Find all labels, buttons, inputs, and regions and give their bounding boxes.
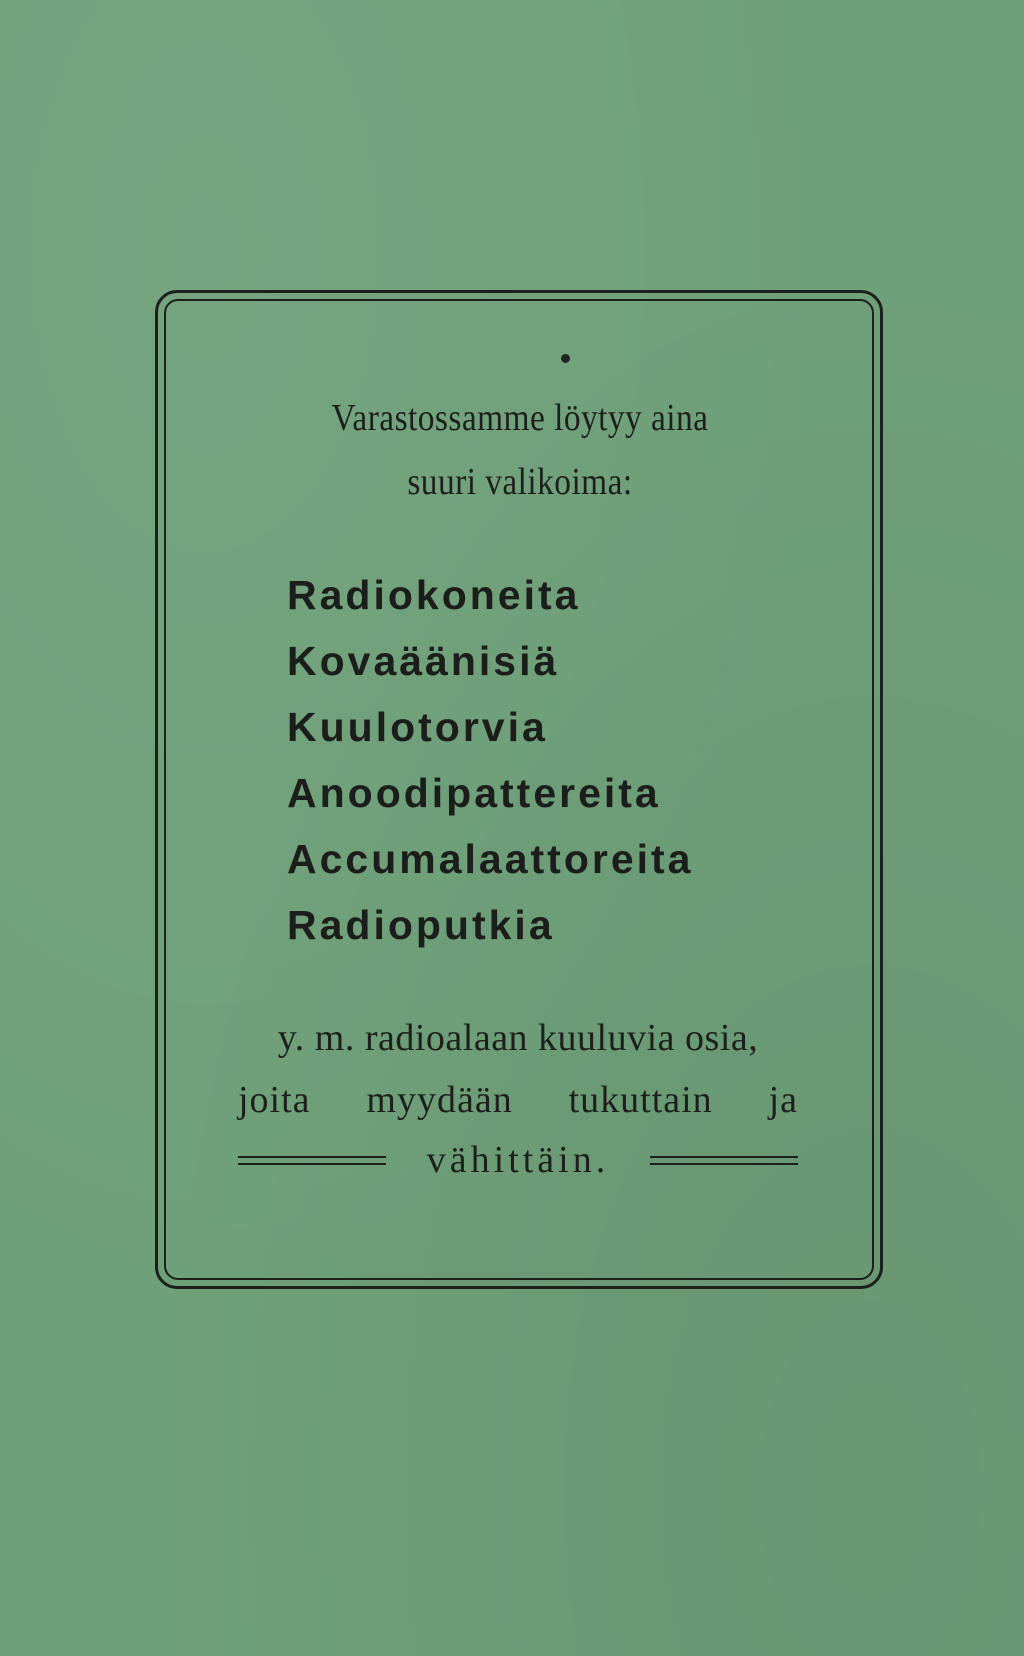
- product-item: Radioputkia: [287, 902, 555, 948]
- product-item: Kuulotorvia: [287, 704, 548, 750]
- intro-line-1: Varastossamme löytyy aina: [331, 397, 709, 439]
- left-double-rule: [238, 1156, 386, 1165]
- product-item: Radiokoneita: [287, 572, 581, 618]
- product-item: Kovaäänisiä: [287, 638, 560, 684]
- product-item: Anoodipattereita: [287, 770, 661, 816]
- outro-last-word: vähittäin.: [426, 1139, 610, 1181]
- ornament-dot: [561, 354, 570, 363]
- right-double-rule: [650, 1156, 798, 1165]
- outro-line-3: [238, 1138, 798, 1182]
- outro-line-1: y. m. radioalaan kuuluvia osia,: [277, 1017, 759, 1059]
- product-list: [287, 562, 693, 958]
- intro-line-2: suuri valikoima:: [407, 461, 633, 503]
- outro-line-2: joita myydään tukuttain ja: [238, 1079, 798, 1121]
- product-item: Accumalaattoreita: [287, 836, 694, 882]
